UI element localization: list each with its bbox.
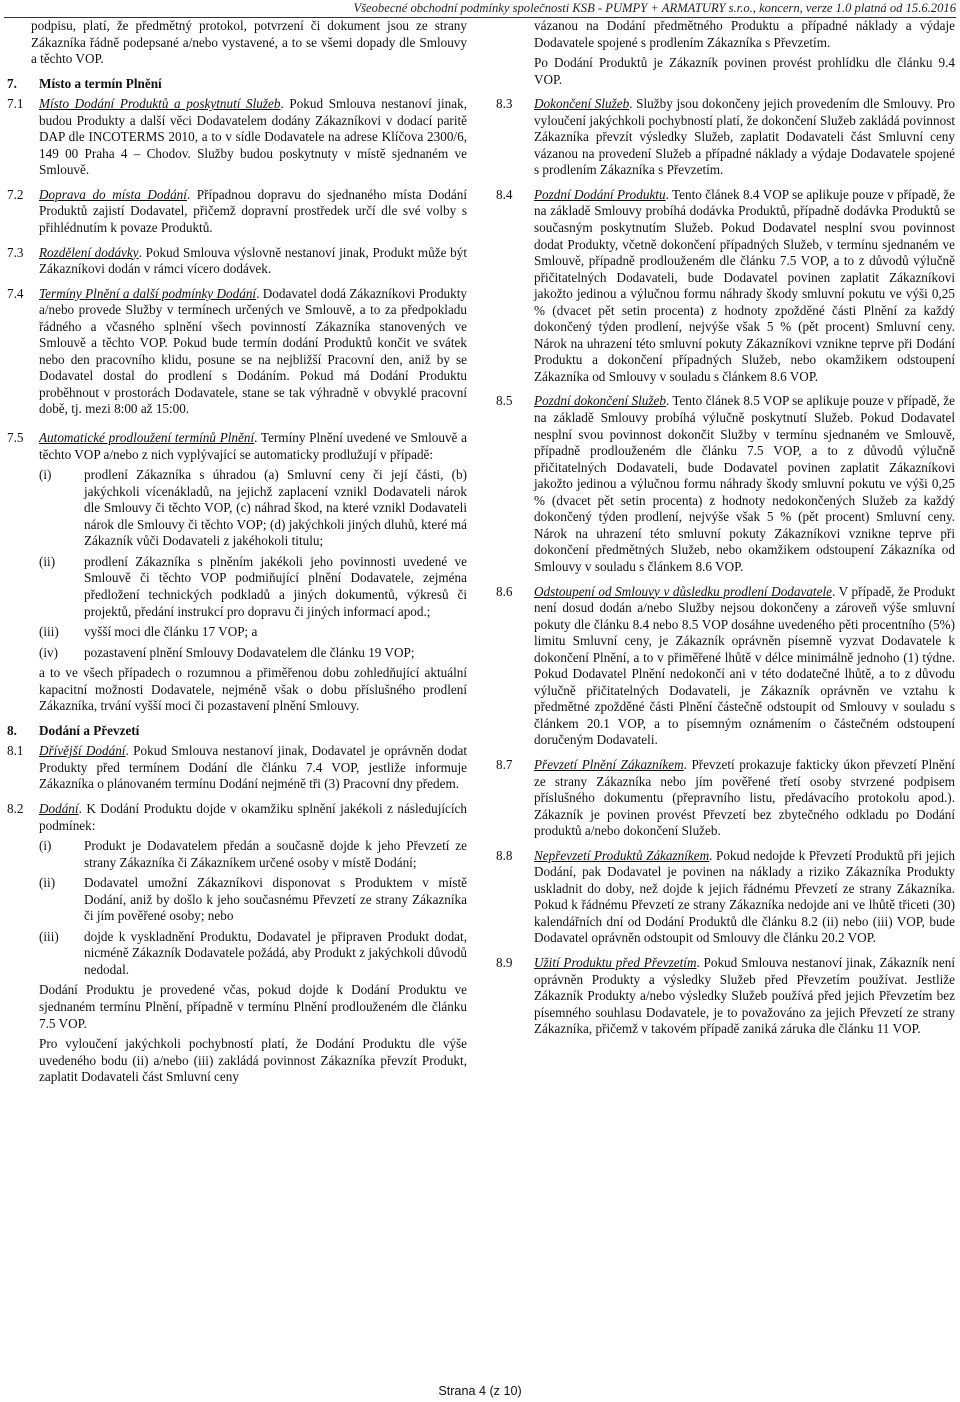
clause-7-5-number: 7.5 xyxy=(7,430,24,446)
clause-7-2-title: Doprava do místa Dodání xyxy=(39,186,187,202)
clause-7-4-title: Termíny Plnění a další podmínky Dodání xyxy=(39,285,257,301)
clause-8-7-title: Převzetí Plnění Zákazníkem xyxy=(534,756,684,772)
left-column xyxy=(7,18,467,1086)
clause-8-2-list xyxy=(7,838,467,978)
clause-8-9-number: 8.9 xyxy=(496,954,513,970)
list-item-label: (iv) xyxy=(39,644,59,660)
clause-7-5-text: . Termíny Plnění uvedené ve Smlouvě a těchto VOP a/nebo z nich vyplývající se automaticky prodlužují v případě: xyxy=(39,430,467,462)
section-8-number: 8. xyxy=(7,722,17,738)
left-intro: podpisu, platí, že předmětný protokol, potvrzení či dokument jsou ze strany Zákazníka řádně podepsané a/nebo vystavené, a to se všemi dopady dle Smlouvy a těchto VOP. xyxy=(31,18,467,67)
list-item-text: Dodavatel umožní Zákazníkovi disponovat s Produktem v místě Dodání, aniž by došlo k jeho současnému Převzetí ze strany Zákazníka či jím pověřené osoby; nebo xyxy=(84,875,467,924)
clause-8-4-number: 8.4 xyxy=(496,186,513,202)
clause-8-7-number: 8.7 xyxy=(496,756,513,772)
clause-7-4-text: . Dodavatel dodá Zákazníkovi Produkty a/nebo provede Služby v termínech určených ve Smlouvě, a to za předpokladu řádného a včasného splnění všech povinností Zákazníka stanovených ve Smlouvě a těchto VOP. Pokud bude termín dodání Produktů končit ve svátek nebo den pracovního klidu, posune se na nejbližší Pracovní den, aniž by se Dodavatel dostal do prodlení s Dodáním. Pokud má Dodání Produktu proběhnout v prostorách Dodavatele, stane se tak výhradně v obvyklé pracovní době, tj. mezi 8:00 až 15:00. xyxy=(39,285,467,417)
clause-8-3-title: Dokončení Služeb xyxy=(534,96,630,112)
list-item-label: (ii) xyxy=(39,875,56,891)
clause-7-2-text: . Případnou dopravu do sjednaného místa Dodání Produktů zajistí Dodavatel, přičemž dopravní prostředek určí dle své volby s přihlédnutím k povaze Produktů. xyxy=(39,186,467,236)
clause-8-3 xyxy=(496,96,955,179)
clause-8-2-number: 8.2 xyxy=(7,800,24,816)
clause-7-1-title: Místo Dodání Produktů a poskytnutí Služeb xyxy=(39,96,281,112)
clause-8-6-number: 8.6 xyxy=(496,583,513,599)
clause-8-1-number: 8.1 xyxy=(7,743,24,759)
list-item-label: (ii) xyxy=(39,553,56,569)
clause-8-6-title: Odstoupení od Smlouvy v důsledku prodlení Dodavatele xyxy=(534,583,832,599)
clause-8-3-text: . Služby jsou dokončeny jejich provedením dle Smlouvy. Pro vyloučení jakýchkoli pochybností platí, že dokončení Služeb zakládá povinnost Zákazníka převzít výsledky Služeb, zaplatit Dodavateli část Smluvní ceny vázanou na provedení Služeb a případné náklady a výdaje Dodavatele spojené s prodlením Zákazníka s Převzetím. xyxy=(534,96,955,178)
section-7-heading xyxy=(7,76,467,93)
clause-7-3-title: Rozdělení dodávky xyxy=(39,244,139,260)
clause-8-8-text: . Pokud nedojde k Převzetí Produktů při jejich Dodání, pak Dodavatel je povinen na náklady a riziko Zákazníka Produkty uskladnit do doby, než dojde k jejich řádnému Převzetí ze strany Zákazníka. Pokud k řádnému Převzetí ze strany Zákazníka nedojde ani ve lhůtě třiceti (30) kalendářních dní od Dodání Produktů dle článku 8.2 (ii) nebo (iii) VOP, bude Dodavatel oprávněn odstoupit od Smlouvy dle článku 20.2 VOP. xyxy=(534,847,955,946)
clause-8-5-number: 8.5 xyxy=(496,393,513,409)
clause-8-8-title: Nepřevzetí Produktů Zákazníkem xyxy=(534,847,710,863)
page-header xyxy=(0,2,960,14)
clause-8-2-tail-2: Pro vyloučení jakýchkoli pochybností platí, že Dodání Produktu dle výše uvedeného bodu (ii) a/nebo (iii) zakládá povinnost Zákazníka převzít Produkt, zaplatit Dodavateli část Smluvní ceny xyxy=(39,1036,467,1085)
list-item-text: prodlení Zákazníka s úhradou (a) Smluvní ceny či její části, (b) jakýchkoli vícenákladů, na jejichž zaplacení vznikl Dodavateli nárok dle Smlouvy či těchto VOP, (c) náhrad škod, na které vznikl Dodavateli nárok dle Smlouvy či těchto VOP; (d) jakýchkoli jiných dluhů, které má Zákazník vůči Dodavateli z jakéhokoli titulu; xyxy=(84,467,467,549)
clause-8-9-title: Užití Produktu před Převzetím xyxy=(534,954,697,970)
list-item-text: Produkt je Dodavatelem předán a současně dojde k jeho Převzetí ze strany Zákazníka či Zákazníkem určené osoby v místě Dodání; xyxy=(84,838,467,870)
clause-8-9-text: . Pokud Smlouva nestanoví jinak, Zákazník není oprávněn Produkty a výsledky Služeb před Převzetím používat. Jestliže Zákazník Produkty a/nebo výsledky Služeb používá před jejich Převzetím bez písemného souhlasu Dodavatele, je to považováno za jejich Převzetí ze strany Zákazníka, přičemž v takovém případě zaniká záruka dle článku 11 VOP. xyxy=(534,954,955,1037)
clause-8-4 xyxy=(496,186,955,386)
list-item xyxy=(39,554,467,620)
clause-8-3-number: 8.3 xyxy=(496,96,513,112)
clause-7-1-number: 7.1 xyxy=(7,96,24,112)
clause-7-5-tail: a to ve všech případech o rozumnou a přiměřenou dobu zohledňující aktuální kapacitní možnosti Dodavatele, nejméně však o dobu příslušného prodlení Zákazníka, trvání vyšší moci či pozastavení plnění Smlouvy. xyxy=(39,665,467,714)
right-column xyxy=(496,18,956,1038)
clause-8-4-text: . Tento článek 8.4 VOP se aplikuje pouze v případě, že na základě Smlouvy probíhá dodávka Produktů, případně dodávka Produktů se současným poskytnutím Služeb. Pokud Dodavatel nesplní svou povinnost dodat Produkty, včetně dokončení případných Služeb, v termínu sjednaném ve Smlouvě, případně prodlouženém dle článku 7.5 VOP, a to z důvodů výlučně přičitatelných Dodavateli, bude Dodavatel povinen zaplatit Zákazníkovi jakožto jedinou a výlučnou formu náhrady škody smluvní pokutu ve výši 0,25 % (dvacet pět setin procenta) z hodnoty zpožděné části Plnění za každý dokončený týden prodlení, nejvýše však 5 % (pět procent) Smluvní ceny. Nárok na uhrazení této smluvní pokuty Zákazníkovi vznikne teprve při Dodání Produktu a dokončení případných Služeb, nebo okamžikem odstoupení Zákazníka od Smlouvy v souladu s článkem 8.6 VOP. xyxy=(534,186,955,384)
list-item xyxy=(39,624,467,641)
clause-8-6-text: . V případě, že Produkt není dosud dodán a/nebo Služby nejsou dokončeny a zároveň výše smluvní pokuty dle článku 8.4 nebo 8.5 VOP dosáhne uvedeného pěti procentního (5%) limitu Smluvní ceny, je Zákazník oprávněn písemně vyzvat Dodavatele k dokončení Plnění, a to v přiměřené lhůtě v délce minimálně jednoho (1) týdne. Pokud Dodavatel Plnění nedokončí ani v této dodatečné lhůtě, a to z důvodu výlučně přičitatelných Dodavateli, je Zákazník oprávněn ve vztahu k předmětné zpožděné části Plnění částečně odstoupit od Smlouvy v souladu s článkem 20.1 VOP, a to písemným oznámením o částečném odstoupení doručeným Dodavateli. xyxy=(534,583,956,748)
list-item-label: (i) xyxy=(39,838,52,854)
list-item xyxy=(39,838,467,871)
clause-8-5-text: . Tento článek 8.5 VOP se aplikuje pouze v případě, že na základě Smlouvy probíhá výlučně poskytnutí Služeb. Pokud Dodavatel nesplní svou povinnost dokončit Služby v termínu sjednaném ve Smlouvě, případně prodlouženém dle článku 7.5 VOP, a to z důvodů výlučně přičitatelných Dodavateli, bude Dodavatel povinen zaplatit Zákazníkovi jakožto jedinou a výlučnou formu náhrady škody smluvní pokutu ve výši 0,25 % (dvacet pět setin procenta) z hodnoty nedokončených Služeb za každý dokončený týden prodlení, nejvýše však 5 % (pět procent) Smluvní ceny. Nárok na uhrazení této smluvní pokuty Zákazníkovi vznikne teprve při dokončení předmětných Služeb, nebo okamžikem odstoupení Zákazníka od Smlouvy v souladu s článkem 8.6 VOP. xyxy=(534,393,955,574)
clause-7-1-text: . Pokud Smlouva nestanoví jinak, budou Produkty a další věci Dodavatelem dodány Zákazníkovi v dodací paritě DAP dle INCOTERMS 2010, a to v sídle Dodavatele na adrese Klíčova 2300/6, 149 00 Praha 4 – Chodov. Služby budou poskytnuty v místě sjednaném ve Smlouvě. xyxy=(39,96,468,178)
clause-7-5-list xyxy=(7,467,467,661)
section-8-title: Dodání a Převzetí xyxy=(39,722,140,738)
list-item xyxy=(39,929,467,979)
section-7-title: Místo a termín Plnění xyxy=(39,75,162,91)
clause-7-4 xyxy=(7,286,467,418)
list-item-label: (i) xyxy=(39,467,52,483)
clause-7-4-number: 7.4 xyxy=(7,285,24,301)
clause-8-5 xyxy=(496,393,955,575)
clause-8-8 xyxy=(496,847,955,947)
list-item-text: dojde k vyskladnění Produktu, Dodavatel je připraven Produkt dodat, nicméně Zákazník Dodavatele požádá, aby Produkt z jakýchkoli důvodů nedodal. xyxy=(84,928,467,977)
clause-8-1 xyxy=(7,743,467,793)
list-item xyxy=(39,645,467,662)
list-item-label: (iii) xyxy=(39,624,59,640)
clause-8-7-text: . Převzetí prokazuje fakticky úkon převzetí Plnění ze strany Zákazníka nebo jím pověřené třetí osoby stvrzené podpisem příslušného dokumentu (přepravního listu, předávacího protokolu apod.). Zákazník je povinen provést Převzetí bez zbytečného odkladu po Dodání produktů a/nebo dokončení Služeb. xyxy=(534,756,955,839)
clause-7-3-number: 7.3 xyxy=(7,244,24,260)
clause-7-2-number: 7.2 xyxy=(7,186,24,202)
clause-8-7 xyxy=(496,756,955,840)
clause-8-8-number: 8.8 xyxy=(496,847,513,863)
clause-8-2-text: . K Dodání Produktu dojde v okamžiku splnění jakékoli z následujících podmínek: xyxy=(39,800,467,833)
list-item-text: prodlení Zákazníka s plněním jakékoli jeho povinnosti uvedené ve Smlouvě či těchto VOP podmiňující plnění Dodavatele, zejména předložení technických podkladů a jiných dokumentů, výkresů či projektů, předání instrukcí pro dopravu či jiných informací apod.; xyxy=(84,553,467,619)
list-item-text: vyšší moci dle článku 17 VOP; a xyxy=(84,624,258,640)
list-item xyxy=(39,875,467,925)
clause-8-2-tail-1: Dodání Produktu je provedené včas, pokud dojde k Dodání Produktu ve sjednaném termínu Plnění, případně v termínu Plnění prodlouženém dle článku 7.5 VOP. xyxy=(39,982,467,1031)
clause-8-5-title: Pozdní dokončení Služeb xyxy=(534,393,666,409)
clause-8-2-title: Dodání xyxy=(39,800,79,816)
clause-8-4-title: Pozdní Dodání Produktu xyxy=(534,186,666,202)
header-title: Všeobecné obchodní podmínky společnosti KSB - PUMPY + ARMATURY s.r.o., koncern, verze 1.0 platná od 15.6.2016 xyxy=(353,1,956,15)
right-intro: vázanou na Dodání předmětného Produktu a případné náklady a výdaje Dodavatele spojené s prodlením Zákazníka s Převzetím. xyxy=(534,18,955,50)
right-intro-2: Po Dodání Produktů je Zákazník povinen provést prohlídku dle článku 9.4 VOP. xyxy=(534,55,955,87)
clause-7-5-title: Automatické prodloužení termínů Plnění xyxy=(39,430,255,446)
section-8-heading xyxy=(7,723,467,740)
clause-8-9 xyxy=(496,954,955,1038)
clause-8-6 xyxy=(496,583,956,749)
list-item xyxy=(39,467,467,550)
section-7-number: 7. xyxy=(7,75,17,91)
clause-7-5 xyxy=(7,430,467,463)
clause-7-3 xyxy=(7,245,467,278)
clause-8-1-text: . Pokud Smlouva nestanoví jinak, Dodavatel je oprávněn dodat Produkty před termínem Dodání dle článku 7.4 VOP, jestliže informuje Zákazníka o plánovaném termínu Dodání nejméně tři (3) Pracovní dny předem. xyxy=(39,743,467,792)
clause-8-1-title: Dřívější Dodání xyxy=(39,743,126,759)
list-item-text: pozastavení plnění Smlouvy Dodavatelem dle článku 19 VOP; xyxy=(84,644,415,660)
page-number: Strana 4 (z 10) xyxy=(438,1384,522,1398)
clause-7-3-text: . Pokud Smlouva výslovně nestanoví jinak, Produkt může být Zákazníkovi dodán v rámci vícero dodávek. xyxy=(39,244,467,277)
list-item-label: (iii) xyxy=(39,928,59,944)
clause-8-2 xyxy=(7,801,467,834)
clause-7-2 xyxy=(7,187,467,237)
clause-7-1 xyxy=(7,96,467,179)
